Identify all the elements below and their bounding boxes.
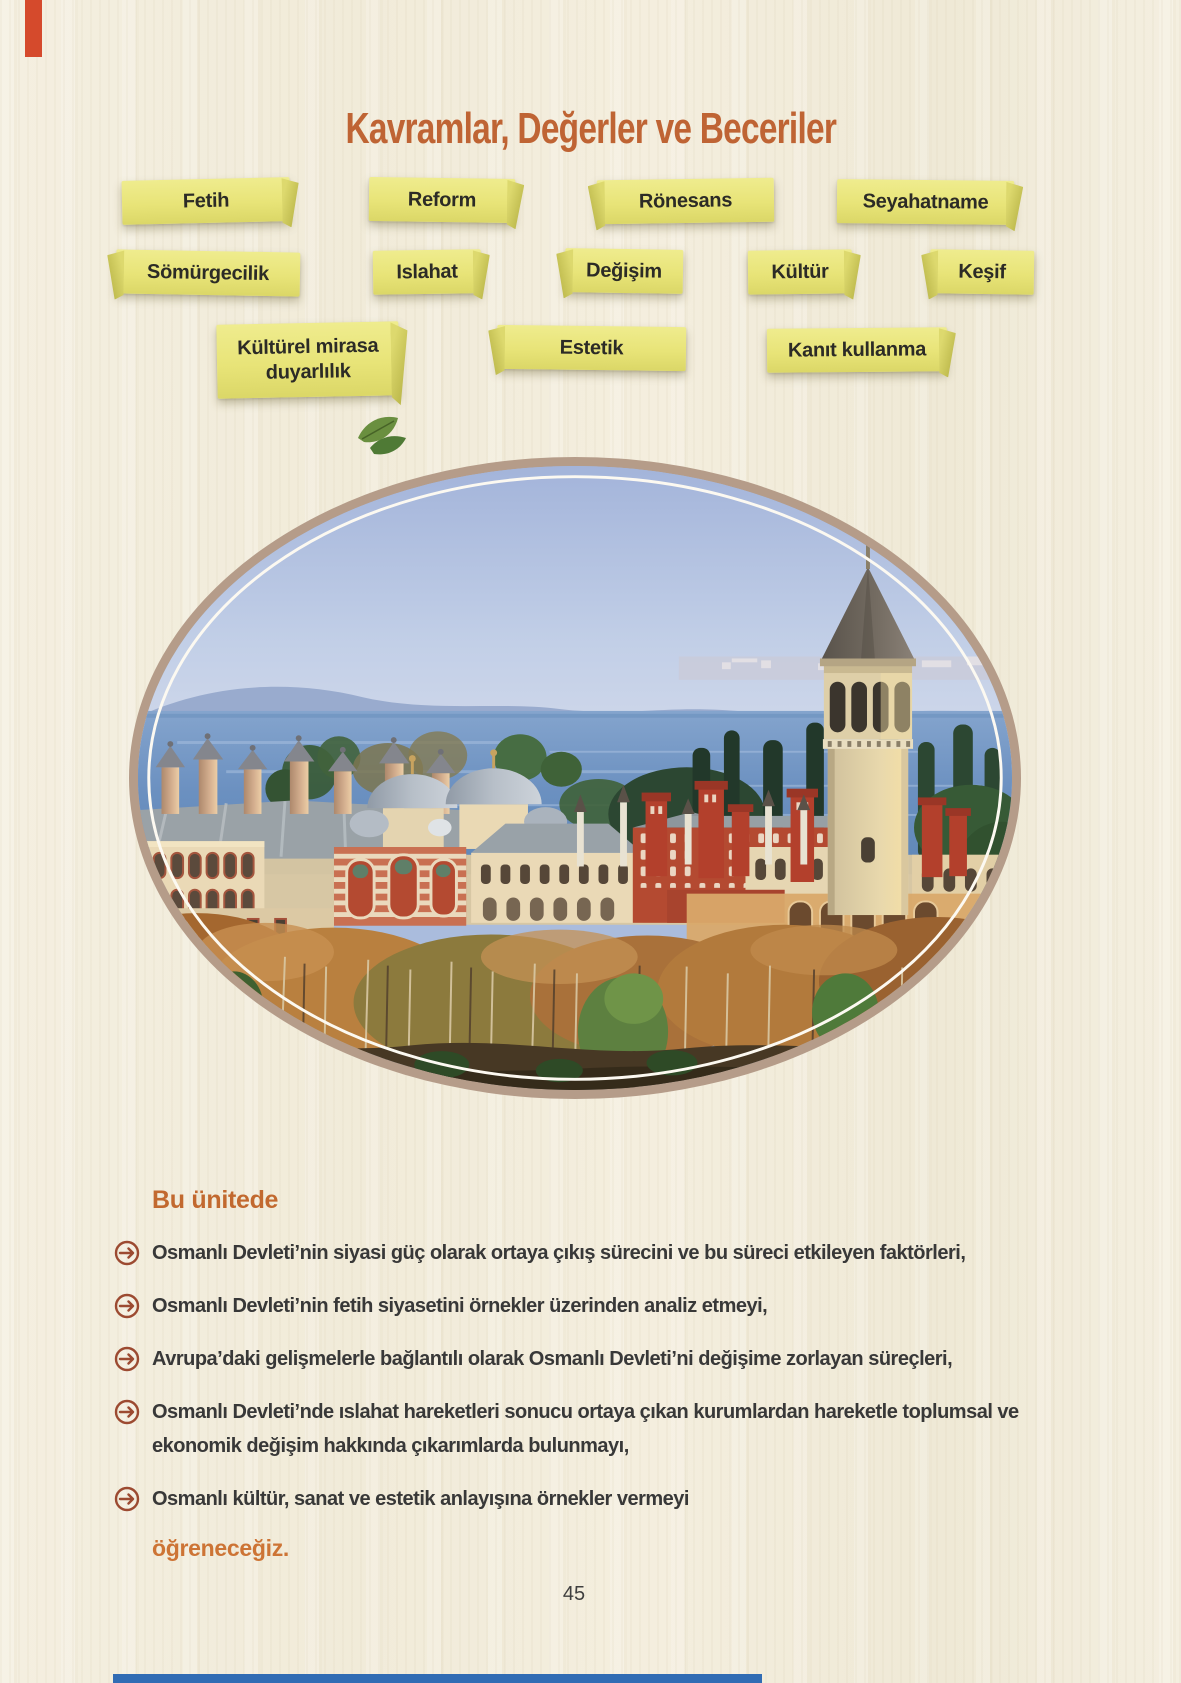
objective-text: Avrupa’daki gelişmelerle bağlantılı olarak Osmanlı Devleti’ni değişime zorlayan süreçleri, — [152, 1348, 953, 1370]
concept-note-label: Reform — [407, 188, 477, 211]
concept-note-label: Değişim — [585, 258, 663, 283]
objective-item — [114, 1342, 1099, 1376]
concept-note-estetik — [497, 325, 687, 371]
unit-tab-red — [25, 0, 42, 57]
foreground-shadow — [138, 1043, 1012, 1090]
concept-note-kanit-kullanma — [767, 327, 947, 373]
concept-note-label: Seyahatname — [862, 189, 989, 214]
topkapi-palace-scene — [138, 466, 1012, 1090]
page-title: Kavramlar, Değerler ve Beceriler — [345, 104, 836, 153]
concept-note-label: Islahat — [396, 260, 458, 283]
leaf-decoration-icon — [350, 408, 412, 460]
objective-text: Osmanlı Devleti’nde ıslahat hareketleri sonucu ortaya çıkan kurumlardan hareketle toplumsal ve ekonomik değişim hakkında çıkarımlarda bulunmayı, — [152, 1401, 1019, 1457]
closing-word: öğreneceğiz. — [152, 1535, 289, 1561]
objectives-list — [114, 1236, 1099, 1562]
topkapi-palace-photo — [129, 457, 1021, 1099]
concept-note-somurgecilik — [116, 249, 301, 296]
objective-item — [114, 1395, 1099, 1463]
concept-note-islahat — [373, 249, 482, 295]
objective-item — [114, 1289, 1099, 1323]
concept-note-reform — [369, 177, 516, 223]
concept-note-kesif — [930, 249, 1035, 294]
concept-note-label: Estetik — [559, 336, 624, 359]
concept-note-kultur — [748, 249, 853, 294]
circled-arrow-icon — [114, 1486, 140, 1512]
objective-text: Osmanlı kültür, sanat ve estetik anlayışına örnekler vermeyi — [152, 1488, 689, 1510]
concept-note-label: Kültür — [771, 260, 829, 283]
concept-note-ronesans — [597, 178, 775, 224]
objective-item — [114, 1482, 1099, 1516]
circled-arrow-icon — [114, 1293, 140, 1319]
concept-note-label: Rönesans — [638, 188, 733, 213]
concept-note-degisim — [565, 248, 684, 294]
circled-arrow-icon — [114, 1346, 140, 1372]
concept-note-fetih — [122, 177, 291, 225]
section-heading: Bu ünitede — [152, 1186, 279, 1214]
objective-item — [114, 1236, 1099, 1270]
circled-arrow-icon — [114, 1240, 140, 1266]
concept-note-label: Kültürel mirasa duyarlılık — [236, 334, 379, 384]
concept-note-label: Fetih — [182, 188, 230, 213]
objective-text: Osmanlı Devleti’nin fetih siyasetini örnekler üzerinden analiz etmeyi, — [152, 1295, 768, 1317]
unit-tab-blue — [113, 1674, 762, 1683]
concept-note-label: Kanıt kullanma — [787, 337, 927, 362]
center-palace — [471, 824, 642, 923]
striped-building — [334, 847, 466, 926]
concept-note-seyahatname — [837, 179, 1014, 225]
concept-note-label: Sömürgecilik — [146, 260, 270, 285]
page-number: 45 — [562, 1583, 586, 1605]
circled-arrow-icon — [114, 1399, 140, 1425]
concept-note-kulturel-mirasa-duyarlilik — [216, 321, 399, 398]
concept-note-label: Keşif — [958, 260, 1006, 283]
objective-text: Osmanlı Devleti’nin siyasi güç olarak ortaya çıkış sürecini ve bu süreci etkileyen faktörleri, — [152, 1242, 966, 1264]
